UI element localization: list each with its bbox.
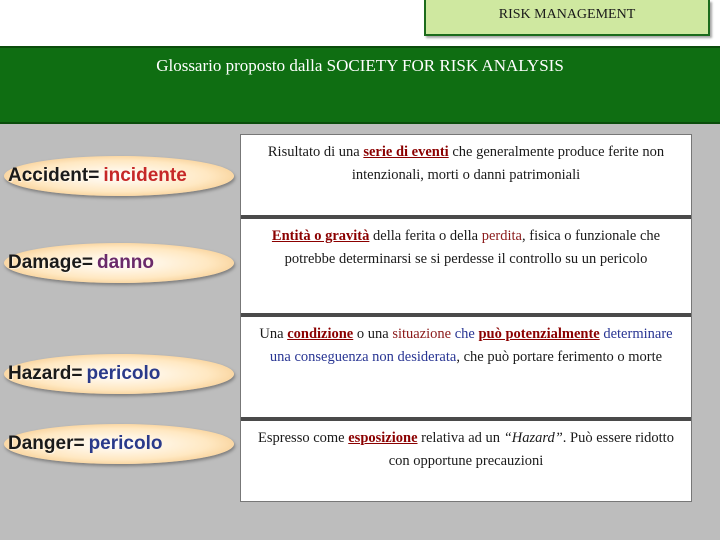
- term-italian: danno: [97, 252, 155, 273]
- term-english: Hazard: [8, 363, 72, 384]
- term-hazard: [4, 354, 234, 394]
- definition-damage: [241, 215, 691, 271]
- def-keyword: Entità o gravità: [271, 228, 370, 244]
- def-text: Espresso come: [258, 430, 349, 446]
- section-tab: [424, 0, 710, 36]
- def-keyword: condizione: [287, 326, 354, 342]
- definitions-table: [240, 134, 692, 502]
- def-keyword: serie di eventi: [363, 144, 449, 160]
- def-text: Risultato di una: [267, 144, 364, 160]
- def-keyword: può potenzialmente: [478, 326, 600, 342]
- term-equals: =: [73, 433, 85, 454]
- term-equals: =: [81, 252, 94, 273]
- term-english: Danger: [8, 433, 74, 454]
- term-english: Damage: [8, 252, 82, 273]
- definition-hazard: [241, 313, 691, 369]
- def-text: Una: [259, 326, 288, 342]
- def-text: , fisica o funzionale che potrebbe determinarsi se si perdesse il controllo su un pericolo: [284, 228, 661, 267]
- def-keyword: esposizione: [348, 430, 418, 446]
- term-damage: [4, 243, 234, 283]
- def-italic: “Hazard”: [503, 430, 563, 446]
- def-highlight: determinare una conseguenza non desiderata: [269, 326, 673, 365]
- def-text: . Può essere ridotto con opportune precauzioni: [388, 430, 674, 469]
- definition-accident: [241, 135, 691, 187]
- slide-title: Glossario proposto dalla SOCIETY FOR RISK ANALYSIS: [156, 56, 564, 75]
- term-equals: =: [88, 165, 100, 186]
- def-text: o una: [353, 326, 393, 342]
- term-italian: incidente: [103, 165, 187, 186]
- def-text: che generalmente produce ferite non intenzionali, morti o danni patrimoniali: [351, 144, 665, 183]
- def-text: che: [451, 326, 479, 342]
- term-italian: pericolo: [88, 433, 163, 454]
- term-english: Accident: [8, 165, 89, 186]
- definition-danger: [241, 417, 691, 473]
- def-highlight: situazione: [392, 326, 452, 342]
- def-text: , che può portare ferimento o morte: [456, 349, 663, 365]
- def-text: relativa ad un: [417, 430, 504, 446]
- term-accident: [4, 156, 234, 196]
- def-highlight: perdita: [481, 228, 522, 244]
- term-italian: pericolo: [86, 363, 161, 384]
- title-banner: [0, 46, 720, 124]
- section-tab-label: RISK MANAGEMENT: [498, 7, 636, 22]
- term-equals: =: [71, 363, 83, 384]
- term-danger: [4, 424, 234, 464]
- def-text: della ferita o della: [369, 228, 482, 244]
